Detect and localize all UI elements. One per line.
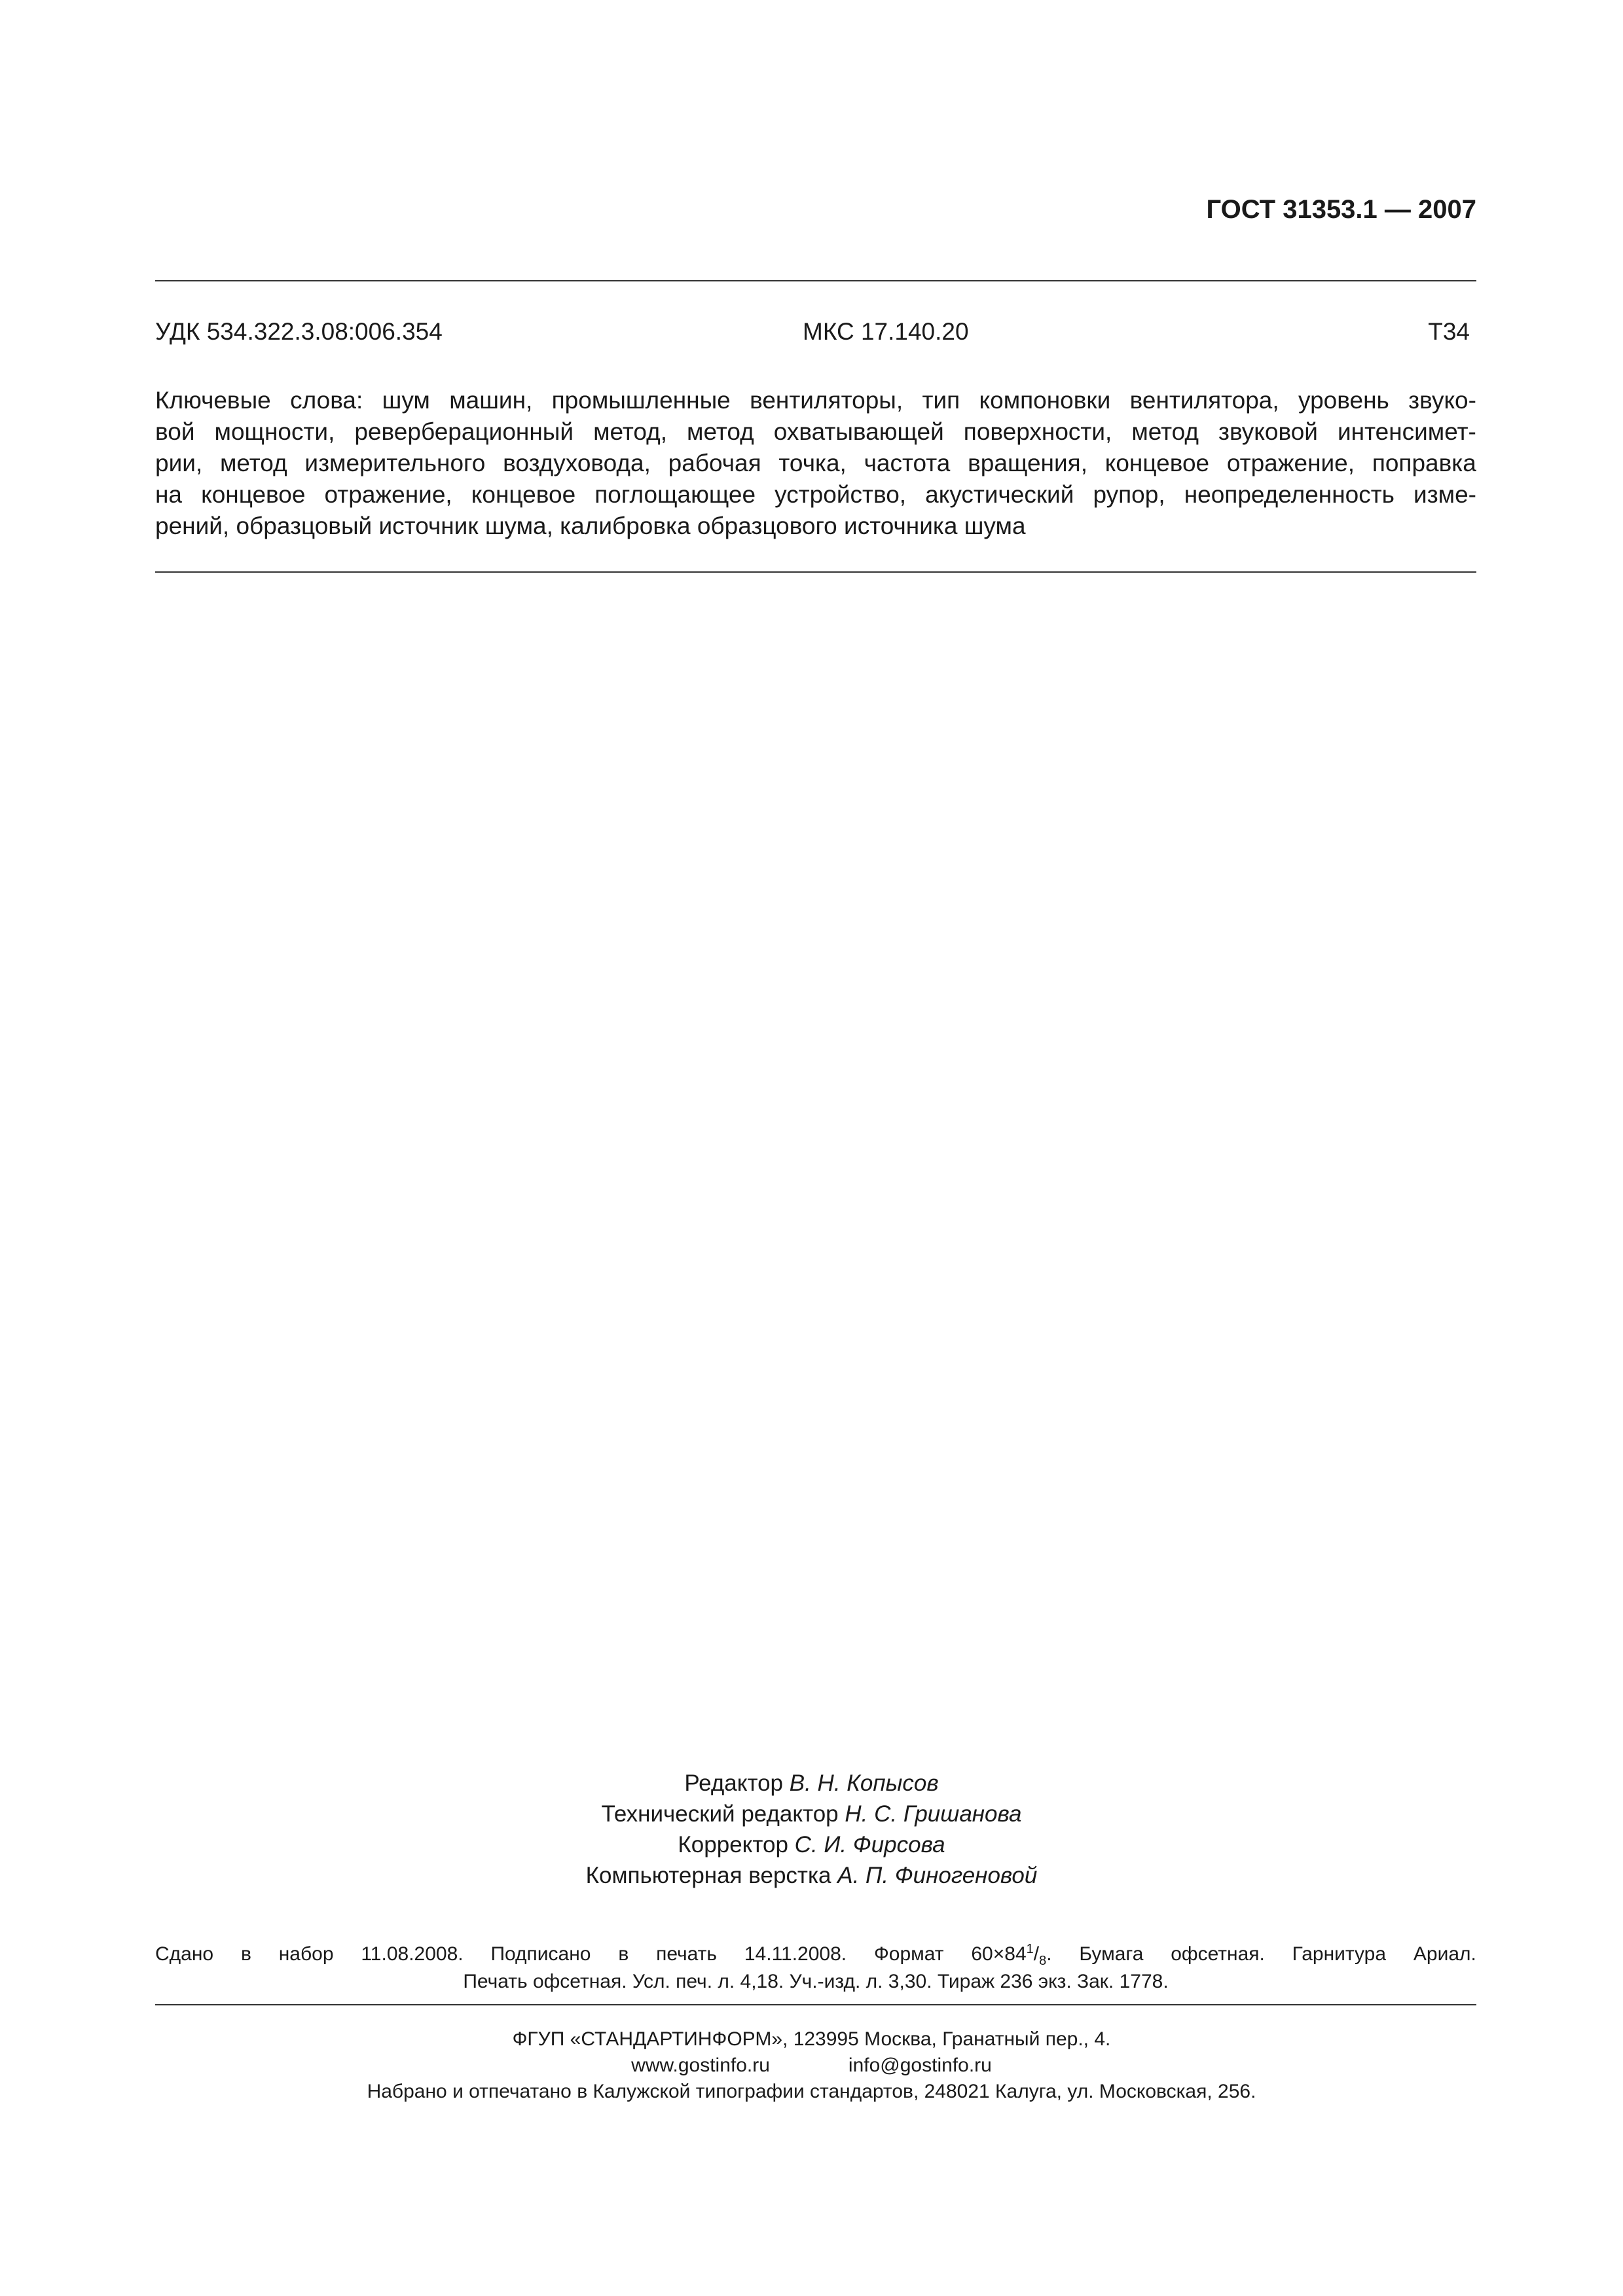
mks-code: МКС 17.140.20: [803, 318, 969, 345]
credit-editor: Редактор В. Н. Копысов: [684, 1770, 939, 1796]
keyword-word: поглощающее: [594, 481, 756, 508]
keywords-line: [155, 385, 1476, 416]
print-word: в: [240, 1943, 251, 1965]
keyword-word: Ключевые: [155, 387, 271, 414]
keywords-line: [155, 479, 1476, 511]
keyword-word: вой: [155, 418, 195, 445]
classification-codes-row: [155, 318, 1476, 352]
credit-layout: Компьютерная верстка А. П. Финогеновой: [585, 1863, 1038, 1888]
keyword-word: компоновки: [979, 387, 1111, 414]
print-word: печать: [656, 1943, 718, 1965]
keyword-word: концевое: [1104, 450, 1210, 476]
keyword-word: поправка: [1372, 450, 1476, 476]
keyword-word: концевое: [201, 481, 306, 508]
print-word: Бумага: [1079, 1943, 1144, 1965]
keyword-word: уровень: [1298, 387, 1389, 414]
keyword-word: изме-: [1413, 481, 1476, 508]
print-word: Формат: [873, 1943, 944, 1965]
print-word: 11.08.2008.: [361, 1943, 464, 1965]
credits-block: [0, 1768, 1623, 1891]
keywords-bottom-rule: [155, 571, 1476, 573]
keyword-word: метод: [1131, 418, 1199, 445]
print-word: набор: [278, 1943, 334, 1965]
keyword-word: метод: [687, 418, 754, 445]
document-designation: ГОСТ 31353.1 — 2007: [1206, 195, 1476, 224]
keyword-word: слова:: [290, 387, 363, 414]
print-word: в: [618, 1943, 629, 1965]
keyword-word: точка,: [778, 450, 847, 476]
keyword-word: звуковой: [1218, 418, 1318, 445]
keyword-word: шум: [382, 387, 430, 414]
print-word: Ариал.: [1413, 1943, 1476, 1965]
paper-format: $60\times 84^1/_8$.: [971, 1942, 1052, 1968]
keyword-word: интенсимет-: [1338, 418, 1476, 445]
keyword-word: рабочая: [668, 450, 761, 476]
keyword-word: акустический: [925, 481, 1074, 508]
keyword-word: рупор,: [1093, 481, 1165, 508]
keyword-word: мощности,: [214, 418, 335, 445]
keyword-word: рии,: [155, 450, 203, 476]
credit-technical-editor: Технический редактор Н. С. Гришанова: [601, 1801, 1022, 1827]
top-rule: [155, 280, 1476, 281]
keywords-line: [155, 416, 1476, 448]
keyword-word: отражение,: [1226, 450, 1355, 476]
keyword-word: промышленные: [551, 387, 731, 414]
print-info-block: [155, 1941, 1476, 1996]
print-word: Гарнитура: [1292, 1943, 1387, 1965]
print-info-line-2: Печать офсетная. Усл. печ. л. 4,18. Уч.-изд. л. 3,30. Тираж 236 экз. Зак. 1778.: [463, 1971, 1169, 1992]
publisher-email: info@gostinfo.ru: [848, 2054, 992, 2076]
keywords-line: [155, 448, 1476, 479]
publisher-contacts: [0, 2053, 1623, 2079]
keyword-word: вращения,: [968, 450, 1087, 476]
keyword-word: метод,: [593, 418, 668, 445]
publisher-block: [0, 2026, 1623, 2105]
credit-proofreader: Корректор С. И. Фирсова: [678, 1832, 945, 1857]
keyword-word: охватывающей: [773, 418, 944, 445]
print-word: Подписано: [490, 1943, 591, 1965]
keyword-word: концевое: [471, 481, 576, 508]
keyword-word: машин,: [449, 387, 533, 414]
keyword-word: измерительного: [304, 450, 486, 476]
keyword-word: неопределенность: [1184, 481, 1395, 508]
keyword-word: устройство,: [775, 481, 907, 508]
udk-code: УДК 534.322.3.08:006.354: [155, 318, 443, 345]
keyword-word: метод: [219, 450, 287, 476]
print-word: 14.11.2008.: [744, 1943, 847, 1965]
keyword-word: реверберационный: [354, 418, 574, 445]
keyword-word: частота: [864, 450, 951, 476]
keyword-word: вентиляторы,: [750, 387, 903, 414]
publisher-address: ФГУП «СТАНДАРТИНФОРМ», 123995 Москва, Гранатный пер., 4.: [512, 2028, 1111, 2050]
publisher-website: www.gostinfo.ru: [631, 2054, 770, 2076]
print-info-line-1: [155, 1941, 1476, 1968]
keyword-word: воздуховода,: [503, 450, 651, 476]
keyword-word: на: [155, 481, 183, 508]
keyword-word: поверхности,: [963, 418, 1112, 445]
print-word: офсетная.: [1171, 1943, 1265, 1965]
keywords-block: [155, 385, 1476, 542]
keyword-word: тип: [922, 387, 960, 414]
keyword-word: вентилятора,: [1129, 387, 1279, 414]
print-word: Сдано: [155, 1943, 214, 1965]
imprint-rule: [155, 2004, 1476, 2005]
keyword-word: отражение,: [324, 481, 452, 508]
printing-house: Набрано и отпечатано в Калужской типографии стандартов, 248021 Калуга, ул. Московская, 256.: [367, 2081, 1256, 2102]
keywords-justified-lines: [155, 385, 1476, 511]
okstu-code: Т34: [1428, 318, 1470, 345]
keyword-word: звуко-: [1408, 387, 1476, 414]
keywords-last-line: рений, образцовый источник шума, калибровка образцового источника шума: [155, 512, 1026, 539]
